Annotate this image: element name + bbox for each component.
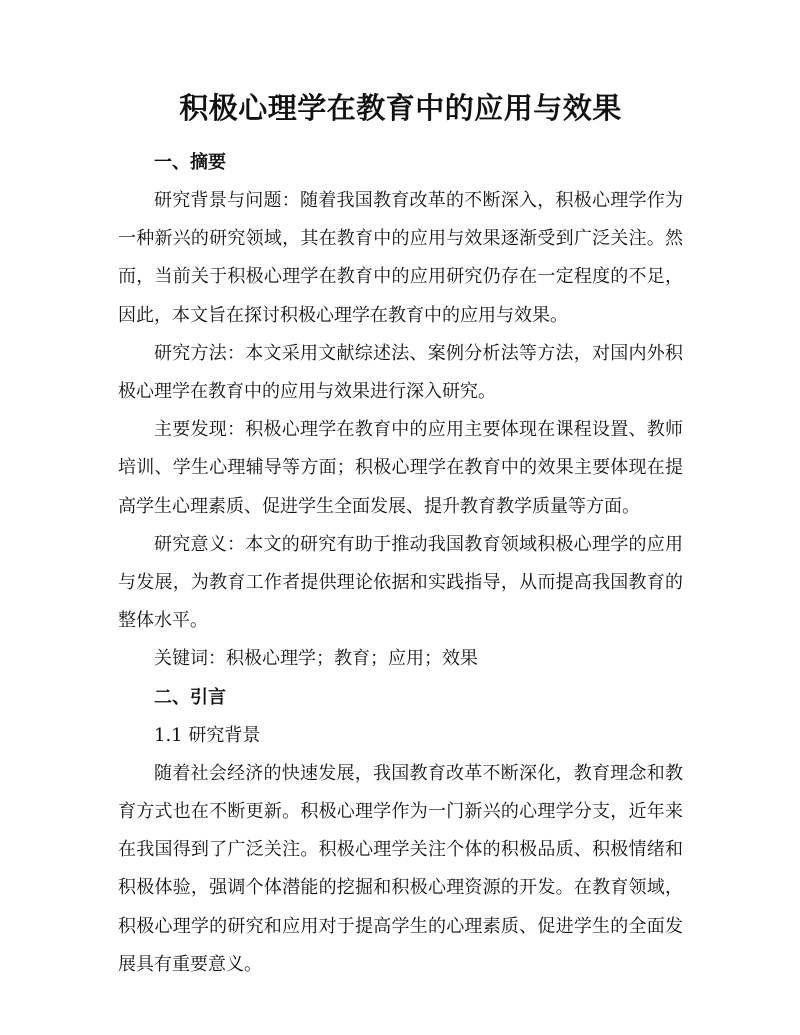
document-page xyxy=(118,88,683,984)
keywords-paragraph: 关键词：积极心理学；教育；应用；效果 xyxy=(154,648,478,670)
document-title: 积极心理学在教育中的应用与效果 xyxy=(179,91,622,125)
abstract-significance-paragraph: 研究意义：本文的研究有助于推动我国教育领域积极心理学的应用与发展，为教育工作者提供理论依据和实践指导，从而提高我国教育的整体水平。 xyxy=(118,533,683,632)
abstract-heading: 一、摘要 xyxy=(154,152,226,173)
abstract-background-paragraph: 研究背景与问题：随着我国教育改革的不断深入，积极心理学作为一种新兴的研究领域，其在教育中的应用与效果逐渐受到广泛关注。然而，当前关于积极心理学在教育中的应用研究仍存在一定程度的不足，因此，本文旨在探讨积极心理学在教育中的应用与效果。 xyxy=(118,190,683,326)
introduction-paragraph: 随着社会经济的快速发展，我国教育改革不断深化，教育理念和教育方式也在不断更新。积极心理学作为一门新兴的心理学分支，近年来在我国得到了广泛关注。积极心理学关注个体的积极品质、积极情绪和积极体验，强调个体潜能的挖掘和积极心理资源的开发。在教育领域，积极心理学的研究和应用对于提高学生的心理素质、促进学生的全面发展具有重要意义。 xyxy=(118,762,683,975)
abstract-findings-paragraph: 主要发现：积极心理学在教育中的应用主要体现在课程设置、教师培训、学生心理辅导等方面；积极心理学在教育中的效果主要体现在提高学生心理素质、促进学生全面发展、提升教育教学质量等方面。 xyxy=(118,419,683,517)
abstract-method-paragraph: 研究方法：本文采用文献综述法、案例分析法等方法，对国内外积极心理学在教育中的应用与效果进行深入研究。 xyxy=(118,342,683,403)
research-background-subheading: 1.1 研究背景 xyxy=(154,724,261,746)
introduction-heading: 二、引言 xyxy=(154,686,226,708)
